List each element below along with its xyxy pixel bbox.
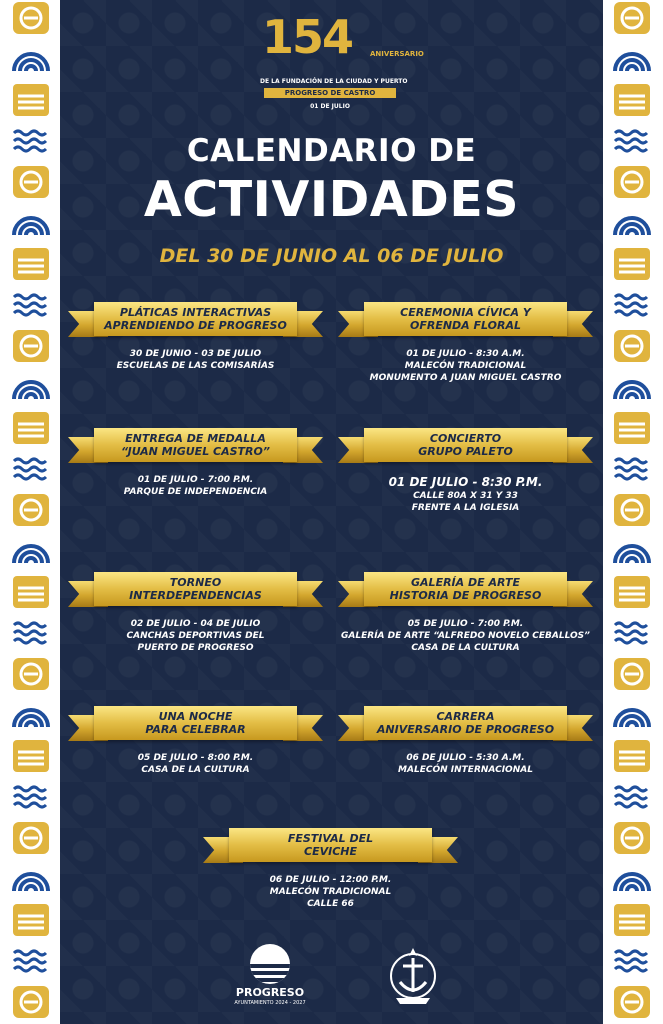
event-location: FRENTE A LA IGLESIA: [411, 503, 520, 513]
event-ceremonia: [338, 302, 593, 384]
sun-sea-icon: [6, 574, 56, 610]
waves-icon: [607, 615, 657, 651]
lighthouse-logo-icon: [6, 656, 56, 692]
event-ribbon: [338, 572, 593, 614]
anniversary-number: 154: [262, 10, 353, 64]
event-date: 02 DE JULIO - 04 DE JULIO: [130, 619, 261, 629]
event-location: CASA DE LA CULTURA: [411, 643, 520, 653]
waves-icon: [607, 861, 657, 897]
ribbon-band: [229, 828, 432, 862]
event-details: [338, 348, 593, 384]
ribbon-band: [94, 706, 297, 740]
event-title: INTERDEPENDENCIAS: [129, 589, 262, 602]
event-date: 06 DE JULIO - 5:30 A.M.: [406, 753, 525, 763]
left-decorative-border: [6, 0, 56, 1024]
waves-icon: [6, 41, 56, 77]
waves-icon: [607, 451, 657, 487]
lighthouse-logo-icon: [6, 820, 56, 856]
ribbon-band: [94, 302, 297, 336]
waves-icon: [607, 123, 657, 159]
sun-sea-icon: [6, 246, 56, 282]
waves-icon: [607, 369, 657, 405]
event-title: CONCIERTO: [429, 432, 502, 445]
event-title: TORNEO: [169, 576, 222, 589]
waves-icon: [607, 287, 657, 323]
lighthouse-logo-icon: [607, 0, 657, 36]
event-title: GRUPO PALETO: [418, 445, 513, 458]
anniversary-logo: [260, 10, 424, 110]
anniversary-date: 01 DE JULIO: [310, 103, 350, 110]
lighthouse-logo-icon: [607, 164, 657, 200]
sun-sea-icon: [607, 246, 657, 282]
event-date: 05 DE JULIO - 8:00 P.M.: [137, 753, 254, 763]
event-details: [68, 752, 323, 776]
event-title: CEVICHE: [304, 845, 357, 858]
sun-sea-icon: [6, 902, 56, 938]
sun-sea-icon: [607, 738, 657, 774]
event-location: PARQUE DE INDEPENDENCIA: [123, 487, 268, 497]
anniversary-word: ANIVERSARIO: [370, 50, 424, 58]
lighthouse-logo-icon: [6, 164, 56, 200]
event-location: ESCUELAS DE LAS COMISARÍAS: [116, 361, 275, 371]
event-details: [338, 752, 593, 776]
sun-sea-icon: [607, 902, 657, 938]
lighthouse-logo-icon: [607, 656, 657, 692]
ribbon-band: [364, 428, 567, 462]
waves-icon: [6, 861, 56, 897]
event-location: CALLE 66: [307, 899, 354, 909]
ayuntamiento-text: AYUNTAMIENTO 2024 - 2027: [234, 1000, 306, 1006]
ribbon-band: [94, 428, 297, 462]
event-location: MALECÓN INTERNACIONAL: [398, 765, 533, 775]
port-logo-icon: [250, 944, 290, 984]
main-panel: [60, 0, 603, 1024]
event-ribbon: [68, 706, 323, 748]
waves-icon: [6, 779, 56, 815]
event-ribbon: [68, 428, 323, 470]
waves-icon: [6, 615, 56, 651]
event-location: PUERTO DE PROGRESO: [137, 643, 254, 653]
lighthouse-logo-icon: [607, 820, 657, 856]
event-location: MALECÓN TRADICIONAL: [269, 887, 392, 897]
event-location: MALECÓN TRADICIONAL: [404, 361, 527, 371]
waves-icon: [607, 41, 657, 77]
event-noche: [68, 706, 323, 776]
waves-icon: [6, 533, 56, 569]
event-date: 06 DE JULIO - 12:00 P.M.: [269, 875, 392, 885]
event-title: OFRENDA FLORAL: [409, 319, 521, 332]
ribbon-band: [94, 572, 297, 606]
lighthouse-logo-icon: [6, 492, 56, 528]
event-details: [68, 618, 323, 654]
waves-icon: [6, 123, 56, 159]
event-location: GALERÍA DE ARTE “ALFREDO NOVELO CEBALLOS”: [341, 631, 590, 641]
event-ribbon: [68, 572, 323, 614]
sun-sea-icon: [607, 574, 657, 610]
lighthouse-logo-icon: [607, 984, 657, 1020]
title-line-1: CALENDARIO DE: [186, 133, 477, 169]
sun-sea-icon: [6, 738, 56, 774]
waves-icon: [607, 533, 657, 569]
event-ribbon: [338, 428, 593, 470]
event-title: GALERÍA DE ARTE: [411, 576, 520, 589]
event-date: 01 DE JULIO - 7:00 P.M.: [137, 475, 254, 485]
event-details: [338, 474, 593, 514]
event-date: 05 DE JULIO - 7:00 P.M.: [407, 619, 524, 629]
lighthouse-logo-icon: [6, 0, 56, 36]
event-concierto: [338, 428, 593, 514]
event-platicas: [68, 302, 323, 372]
event-ribbon: [68, 302, 323, 344]
event-title: FESTIVAL DEL: [287, 832, 374, 845]
title-line-2: ACTIVIDADES: [143, 171, 520, 228]
event-title: UNA NOCHE: [158, 710, 233, 723]
event-location: MONUMENTO A JUAN MIGUEL CASTRO: [369, 373, 562, 383]
event-title: HISTORIA DE PROGRESO: [389, 589, 542, 602]
event-date: 01 DE JULIO - 8:30 A.M.: [406, 349, 525, 359]
waves-icon: [607, 697, 657, 733]
lighthouse-logo-icon: [607, 492, 657, 528]
waves-icon: [607, 943, 657, 979]
event-carrera: [338, 706, 593, 776]
event-ribbon: [338, 706, 593, 748]
event-title: CARRERA: [436, 710, 495, 723]
waves-icon: [607, 779, 657, 815]
sun-sea-icon: [607, 82, 657, 118]
event-location: CALLE 80A X 31 Y 33: [413, 491, 518, 501]
event-title: “JUAN MIGUEL CASTRO”: [121, 445, 270, 458]
event-ribbon: [203, 828, 458, 870]
waves-icon: [6, 451, 56, 487]
waves-icon: [6, 205, 56, 241]
event-details: [68, 348, 323, 372]
lighthouse-logo-icon: [607, 328, 657, 364]
ribbon-band: [364, 302, 567, 336]
event-galeria: [338, 572, 593, 654]
event-details: [203, 874, 458, 910]
event-ribbon: [338, 302, 593, 344]
event-location: CANCHAS DEPORTIVAS DEL: [126, 631, 265, 641]
ribbon-band: [364, 706, 567, 740]
waves-icon: [6, 287, 56, 323]
event-location: CASA DE LA CULTURA: [141, 765, 250, 775]
foundation-text: DE LA FUNDACIÓN DE LA CIUDAD Y PUERTO: [260, 78, 408, 85]
waves-icon: [607, 205, 657, 241]
event-details: [338, 618, 593, 654]
brand-name: PROGRESO: [235, 986, 305, 999]
sun-sea-icon: [6, 410, 56, 446]
date-range: DEL 30 DE JUNIO AL 06 DE JULIO: [159, 245, 504, 267]
event-festival: [203, 828, 458, 910]
sun-sea-icon: [6, 82, 56, 118]
waves-icon: [6, 943, 56, 979]
waves-icon: [6, 369, 56, 405]
event-torneo: [68, 572, 323, 654]
event-details: [68, 474, 323, 498]
event-title: PLÁTICAS INTERACTIVAS: [119, 306, 272, 319]
lighthouse-logo-icon: [6, 328, 56, 364]
sun-sea-icon: [607, 410, 657, 446]
event-title: PARA CELEBRAR: [145, 723, 246, 736]
waves-icon: [6, 697, 56, 733]
ribbon-band: [364, 572, 567, 606]
event-title: APRENDIENDO DE PROGRESO: [104, 319, 287, 332]
city-name: PROGRESO DE CASTRO: [264, 88, 396, 98]
anchor-emblem-icon: [386, 942, 440, 1008]
event-medalla: [68, 428, 323, 498]
progreso-logo: [225, 944, 315, 1014]
right-decorative-border: [607, 0, 657, 1024]
event-date: 30 DE JUNIO - 03 DE JULIO: [129, 349, 262, 359]
event-date: 01 DE JULIO - 8:30 P.M.: [388, 475, 543, 489]
event-title: ANIVERSARIO DE PROGRESO: [376, 723, 555, 736]
lighthouse-logo-icon: [6, 984, 56, 1020]
event-title: CEREMONIA CÍVICA Y: [400, 306, 531, 319]
event-title: ENTREGA DE MEDALLA: [125, 432, 266, 445]
